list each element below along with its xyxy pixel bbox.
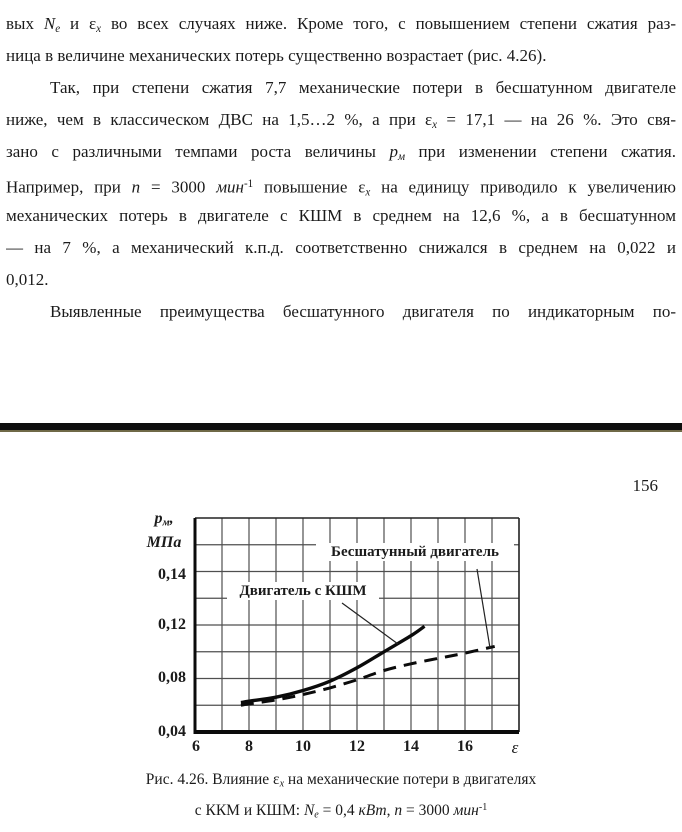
series-label-besshatunny: Бесшатунный двигатель [316,543,514,561]
y-axis-title-line1: pм, [154,510,174,529]
body-text-line: вых Ne и εx во всех случаях ниже. Кроме того, с повышением степени сжатия раз- [6,14,676,35]
figure-caption-line2: с ККМ и КШМ: Ne = 0,4 кВт, n = 3000 мин$^{-1}$ [194,802,488,821]
body-text-line: Например, при n = 3000 мин$^{-1}$ повышение εx на единицу приводило к увеличению [6,177,676,199]
y-axis-tick-label: 0,08 [158,669,186,686]
body-text-line: зано с различными темпами роста величины pм при изменении степени сжатия. [6,142,676,163]
body-text-line: ница в величине механических потерь существенно возрастает (рис. 4.26). [6,46,547,65]
series-label-kshm: Двигатель с КШМ [227,582,379,600]
body-text-line: механических потерь в двигателе с КШМ в среднем на 12,6 %, а в бесшатунном [6,206,676,225]
y-axis-title [136,509,192,552]
y-axis-tick-label: 0,14 [158,566,186,583]
body-text-line: Выявленные преимущества бесшатунного двигателя по индикаторным по- [50,302,676,321]
x-axis-symbol: ε [511,738,519,757]
body-text-line: Так, при степени сжатия 7,7 механические потери в бесшатунном двигателе [50,78,676,97]
y-axis-tick-label: 0,12 [158,616,186,633]
body-text-line: — на 7 %, а механический к.п.д. соответственно снижался в среднем на 0,022 и [6,238,676,257]
page-number: 156 [632,476,658,495]
y-axis-tick-label: 0,04 [158,723,186,740]
x-axis-tick-label: 10 [295,738,311,755]
y-axis-title-line2: МПа [146,533,182,551]
body-text-line: ниже, чем в классическом ДВС на 1,5…2 %, а при εx = 17,1 — на 26 %. Это свя- [6,110,676,131]
figure-caption-line1: Рис. 4.26. Влияние εx на механические потери в двигателях [145,771,537,790]
x-axis-tick-label: 6 [192,738,200,755]
body-text-line: 0,012. [6,270,49,289]
x-axis-tick-label: 8 [245,738,253,755]
x-axis-tick-label: 14 [403,738,419,755]
x-axis-tick-label: 16 [457,738,473,755]
x-axis-tick-label: 12 [349,738,365,755]
